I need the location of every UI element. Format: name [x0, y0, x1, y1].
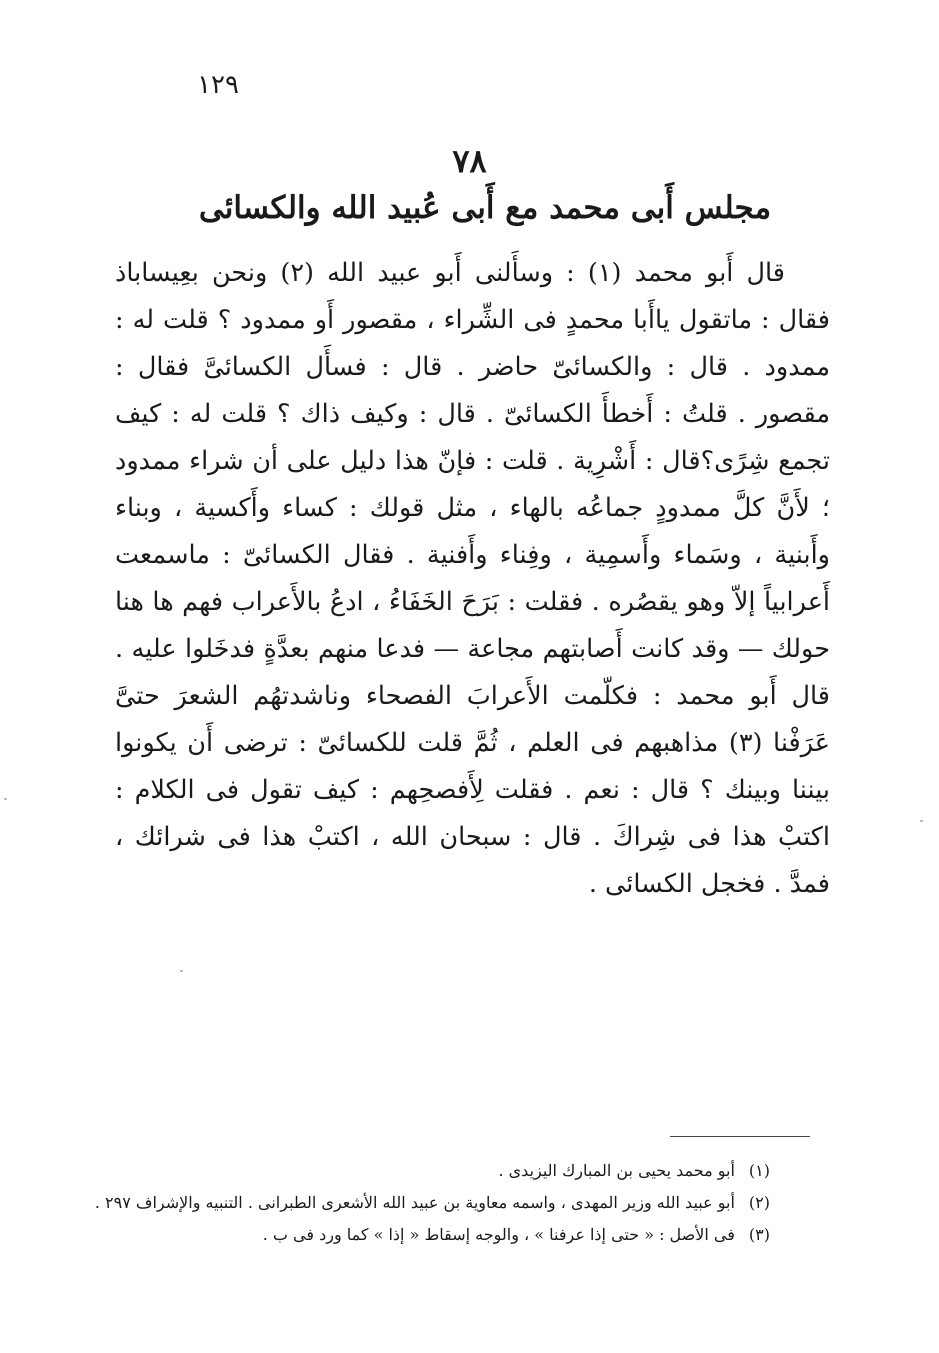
footnote-3: [110, 1219, 770, 1251]
scan-speck: [180, 970, 183, 972]
page-number: ١٢٩: [197, 70, 239, 100]
footnote-text: أبو محمد يحيى بن المبارك اليزيدى .: [498, 1161, 735, 1180]
chapter-title: مجلس أَبى محمد مع أَبى عُبيد الله والكسائى: [198, 190, 772, 226]
footnote-text: أبو عبيد الله وزير المهدى ، واسمه معاوية بن عبيد الله الأشعرى الطبرانى . التنبيه والإشراف ٢٩٧ .: [94, 1193, 735, 1212]
footnote-number: (٢): [748, 1193, 770, 1212]
footnote-2: [94, 1187, 770, 1219]
footnotes: [94, 1155, 770, 1251]
footnote-divider: [670, 1136, 810, 1137]
footnote-number: (١): [748, 1161, 770, 1180]
section-number: ٧٨: [452, 142, 487, 180]
footnote-1: [110, 1155, 770, 1187]
body-text: [115, 250, 830, 908]
scan-speck: [920, 820, 923, 822]
scan-speck: [4, 798, 7, 800]
footnote-text: فى الأصل : « حتى إذا عرفنا » ، والوجه إسقاط « إذا » كما ورد فى ب .: [262, 1225, 735, 1244]
body-paragraph: قال أَبو محمد (١) : وسأَلنى أَبو عبيد الله (٢) ونحن بعِيساباذ فقال : ماتقول ياأَبا محمدٍ فى الشِّراء ، مقصور أَو ممدود ؟ قلت له : ممدود . قال : والكسائىّ حاضر . قال : فسأَل الكسائىَّ فقال : مقصور . قلتُ : أَخطأَ الكسائىّ . قال : وكيف ذاك ؟ قلت له : كيف تجمع شِرًى؟قال : أَشْرِية . قلت : فإنّ هذا دليل على أن شراء ممدود ؛ لأَنَّ كلَّ ممدودٍ جماعُه بالهاء ، مثل قولك : كساء وأَكسية ، وبناء وأَبنية ، وسَماء وأَسمِية ، وفِناء وأَفنية . فقال الكسائىّ : ماسمعت أَعرابياً إلاّ وهو يقصُره . فقلت : بَرَحَ الخَفَاءُ ، ادعُ بالأَعراب فهم ها هنا حولك — وقد كانت أَصابتهم مجاعة — فدعا منهم بعدَّةٍ فدخَلوا عليه . قال أَبو محمد : فكلّمت الأَعرابَ الفصحاء وناشدتهُم الشعرَ حتىَّ عَرَفْنا (٣) مذاهبهم فى العلم ، ثُمَّ قلت للكسائىّ : ترضى أَن يكونوا بيننا وبينك ؟ قال : نعم . فقلت لِأَفصحِهم : كيف تقول فى الكلام : اكتبْ هذا فى شِراكَ . قال : سبحان الله ، اكتبْ هذا فى شرائك ، فمدَّ . فخجل الكسائى .: [115, 258, 831, 899]
footnote-number: (٣): [748, 1225, 770, 1244]
